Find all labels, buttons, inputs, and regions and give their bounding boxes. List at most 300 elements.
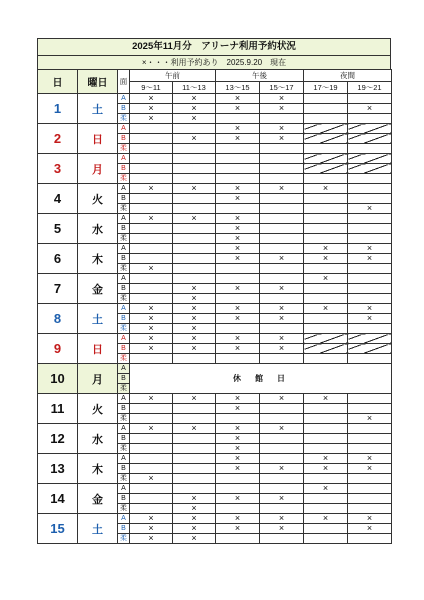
slot-cell — [173, 434, 216, 444]
facility-label: A — [118, 364, 130, 374]
slot-cell — [304, 524, 348, 534]
reserved-mark: × — [260, 334, 304, 344]
slot-cell — [348, 354, 392, 364]
slot-cell — [216, 274, 260, 284]
reserved-mark: × — [216, 214, 260, 224]
slot-cell — [130, 404, 173, 414]
slot-cell — [304, 474, 348, 484]
reserved-mark: × — [216, 94, 260, 104]
reserved-mark: × — [130, 304, 173, 314]
facility-label: B — [118, 524, 130, 534]
table-row — [38, 424, 392, 434]
reserved-mark: × — [173, 344, 216, 354]
day-number: 1 — [38, 94, 78, 124]
day-number: 11 — [38, 394, 78, 424]
reserved-mark: × — [348, 514, 392, 524]
reserved-mark: × — [173, 534, 216, 544]
reserved-mark: × — [216, 224, 260, 234]
facility-label: 柔 — [118, 204, 130, 214]
reserved-mark: × — [216, 494, 260, 504]
dow-header: 曜日 — [78, 70, 118, 94]
slot-cell — [173, 194, 216, 204]
slot-header: 13～15 — [216, 82, 260, 94]
slot-cell — [173, 464, 216, 474]
day-number: 5 — [38, 214, 78, 244]
facility-label: A — [118, 514, 130, 524]
reserved-mark: × — [173, 284, 216, 294]
facility-label: B — [118, 464, 130, 474]
reserved-mark: × — [130, 514, 173, 524]
slot-cell — [260, 274, 304, 284]
reserved-mark: × — [304, 274, 348, 284]
facility-label: A — [118, 214, 130, 224]
facility-label: A — [118, 94, 130, 104]
reserved-mark: × — [130, 324, 173, 334]
reserved-mark: × — [216, 404, 260, 414]
reserved-mark: × — [348, 524, 392, 534]
reserved-mark: × — [216, 514, 260, 524]
reserved-mark: × — [130, 184, 173, 194]
slot-cell — [304, 214, 348, 224]
slot-cell — [304, 444, 348, 454]
reserved-mark: × — [260, 314, 304, 324]
slot-cell — [348, 534, 392, 544]
slot-cell — [130, 134, 173, 144]
slot-cell — [260, 144, 304, 154]
slot-header: 17～19 — [304, 82, 348, 94]
reserved-mark: × — [173, 394, 216, 404]
reserved-mark: × — [304, 454, 348, 464]
day-of-week: 土 — [78, 514, 118, 544]
day-of-week: 日 — [78, 334, 118, 364]
reserved-mark: × — [304, 244, 348, 254]
day-number: 3 — [38, 154, 78, 184]
table-row — [38, 364, 392, 374]
facility-header: 面 — [118, 70, 130, 94]
day-of-week: 水 — [78, 424, 118, 454]
slot-cell — [173, 404, 216, 414]
slot-cell — [216, 114, 260, 124]
table-row — [38, 304, 392, 314]
reserved-mark: × — [130, 524, 173, 534]
table-row — [38, 214, 392, 224]
facility-label: B — [118, 224, 130, 234]
reserved-mark: × — [130, 104, 173, 114]
reserved-mark: × — [216, 244, 260, 254]
day-of-week: 木 — [78, 244, 118, 274]
slot-cell — [304, 284, 348, 294]
day-number: 4 — [38, 184, 78, 214]
day-of-week: 金 — [78, 274, 118, 304]
slot-cell — [216, 204, 260, 214]
slot-cell — [348, 284, 392, 294]
slot-cell — [130, 204, 173, 214]
slot-cell — [348, 234, 392, 244]
day-of-week: 月 — [78, 154, 118, 184]
facility-label: A — [118, 484, 130, 494]
facility-label: 柔 — [118, 504, 130, 514]
slot-cell — [304, 534, 348, 544]
slot-cell — [260, 214, 304, 224]
slot-cell — [260, 204, 304, 214]
day-number: 9 — [38, 334, 78, 364]
facility-label: 柔 — [118, 444, 130, 454]
reserved-mark: × — [304, 514, 348, 524]
slot-cell — [130, 414, 173, 424]
facility-label: A — [118, 274, 130, 284]
slot-cell — [304, 124, 348, 134]
facility-label: 柔 — [118, 294, 130, 304]
slot-cell — [304, 324, 348, 334]
slot-cell — [173, 174, 216, 184]
slot-cell — [348, 294, 392, 304]
slot-cell — [348, 94, 392, 104]
day-header: 日 — [38, 70, 78, 94]
slot-cell — [304, 334, 348, 344]
reserved-mark: × — [173, 524, 216, 534]
reserved-mark: × — [304, 254, 348, 264]
facility-label: A — [118, 184, 130, 194]
reserved-mark: × — [260, 524, 304, 534]
reserved-mark: × — [216, 194, 260, 204]
slot-cell — [304, 314, 348, 324]
slot-cell — [173, 354, 216, 364]
facility-label: 柔 — [118, 474, 130, 484]
slot-cell — [216, 474, 260, 484]
slot-cell — [173, 144, 216, 154]
slot-cell — [216, 154, 260, 164]
facility-label: 柔 — [118, 144, 130, 154]
slot-cell — [173, 484, 216, 494]
slot-cell — [173, 264, 216, 274]
slot-cell — [130, 504, 173, 514]
facility-label: 柔 — [118, 414, 130, 424]
slot-cell — [216, 174, 260, 184]
facility-label: A — [118, 424, 130, 434]
reserved-mark: × — [304, 184, 348, 194]
reserved-mark: × — [216, 284, 260, 294]
slot-cell — [260, 474, 304, 484]
slot-cell — [304, 194, 348, 204]
reserved-mark: × — [348, 204, 392, 214]
day-number: 7 — [38, 274, 78, 304]
slot-cell — [216, 414, 260, 424]
reserved-mark: × — [216, 434, 260, 444]
slot-cell — [348, 504, 392, 514]
slot-cell — [260, 114, 304, 124]
reserved-mark: × — [130, 114, 173, 124]
reserved-mark: × — [130, 394, 173, 404]
slot-cell — [348, 164, 392, 174]
reserved-mark: × — [216, 124, 260, 134]
period-header-row — [38, 70, 392, 82]
day-number: 12 — [38, 424, 78, 454]
slot-cell — [348, 404, 392, 414]
day-of-week: 日 — [78, 124, 118, 154]
facility-label: B — [118, 284, 130, 294]
table-row — [38, 154, 392, 164]
slot-cell — [173, 454, 216, 464]
reserved-mark: × — [348, 104, 392, 114]
slot-cell — [173, 234, 216, 244]
slot-cell — [130, 154, 173, 164]
reserved-mark: × — [348, 304, 392, 314]
reserved-mark: × — [130, 214, 173, 224]
slot-cell — [260, 264, 304, 274]
slot-cell — [260, 534, 304, 544]
slot-cell — [348, 424, 392, 434]
day-of-week: 土 — [78, 94, 118, 124]
slot-cell — [304, 404, 348, 414]
reserved-mark: × — [173, 514, 216, 524]
facility-label: B — [118, 404, 130, 414]
slot-cell — [173, 224, 216, 234]
reserved-mark: × — [216, 424, 260, 434]
reserved-mark: × — [260, 104, 304, 114]
reserved-mark: × — [348, 454, 392, 464]
day-of-week: 火 — [78, 184, 118, 214]
slot-cell — [304, 424, 348, 434]
slot-cell — [304, 234, 348, 244]
reserved-mark: × — [260, 184, 304, 194]
reserved-mark: × — [173, 114, 216, 124]
slot-cell — [216, 164, 260, 174]
reserved-mark: × — [260, 304, 304, 314]
reserved-mark: × — [130, 314, 173, 324]
reserved-mark: × — [260, 344, 304, 354]
slot-cell — [173, 204, 216, 214]
reserved-mark: × — [216, 344, 260, 354]
reserved-mark: × — [216, 314, 260, 324]
slot-cell — [173, 444, 216, 454]
day-number: 6 — [38, 244, 78, 274]
slot-cell — [173, 414, 216, 424]
facility-label: 柔 — [118, 534, 130, 544]
facility-label: A — [118, 394, 130, 404]
reserved-mark: × — [260, 124, 304, 134]
reserved-mark: × — [216, 134, 260, 144]
slot-cell — [216, 144, 260, 154]
reserved-mark: × — [348, 314, 392, 324]
closed-day-label: 休 館 日 — [130, 364, 392, 394]
slot-cell — [348, 334, 392, 344]
slot-cell — [348, 264, 392, 274]
day-of-week: 金 — [78, 484, 118, 514]
reserved-mark: × — [260, 394, 304, 404]
slot-cell — [304, 344, 348, 354]
slot-cell — [304, 94, 348, 104]
day-number: 8 — [38, 304, 78, 334]
reserved-mark: × — [130, 344, 173, 354]
table-row — [38, 184, 392, 194]
facility-label: 柔 — [118, 384, 130, 394]
slot-header: 11～13 — [173, 82, 216, 94]
slot-cell — [130, 254, 173, 264]
reserved-mark: × — [216, 464, 260, 474]
reserved-mark: × — [173, 94, 216, 104]
table-row — [38, 394, 392, 404]
slot-cell — [348, 124, 392, 134]
slot-cell — [304, 294, 348, 304]
day-of-week: 月 — [78, 364, 118, 394]
reserved-mark: × — [216, 394, 260, 404]
reserved-mark: × — [260, 134, 304, 144]
reserved-mark: × — [173, 294, 216, 304]
reserved-mark: × — [173, 134, 216, 144]
slot-cell — [216, 294, 260, 304]
slot-cell — [348, 494, 392, 504]
slot-cell — [130, 284, 173, 294]
slot-cell — [348, 444, 392, 454]
slot-cell — [216, 504, 260, 514]
reserved-mark: × — [216, 254, 260, 264]
reserved-mark: × — [173, 504, 216, 514]
reserved-mark: × — [260, 94, 304, 104]
slot-cell — [304, 164, 348, 174]
slot-cell — [260, 484, 304, 494]
slot-cell — [173, 164, 216, 174]
reserved-mark: × — [173, 334, 216, 344]
slot-cell — [260, 354, 304, 364]
facility-label: A — [118, 244, 130, 254]
slot-cell — [260, 444, 304, 454]
slot-cell — [130, 164, 173, 174]
reserved-mark: × — [130, 94, 173, 104]
slot-cell — [304, 494, 348, 504]
reserved-mark: × — [216, 524, 260, 534]
slot-cell — [260, 224, 304, 234]
slot-cell — [304, 114, 348, 124]
reserved-mark: × — [260, 254, 304, 264]
slot-cell — [260, 404, 304, 414]
facility-label: B — [118, 434, 130, 444]
reserved-mark: × — [216, 184, 260, 194]
slot-cell — [304, 504, 348, 514]
slot-cell — [348, 174, 392, 184]
facility-label: B — [118, 344, 130, 354]
slot-cell — [260, 414, 304, 424]
table-row — [38, 514, 392, 524]
facility-label: 柔 — [118, 324, 130, 334]
reservation-body — [38, 94, 392, 544]
night-header: 夜間 — [304, 70, 392, 82]
reserved-mark: × — [260, 494, 304, 504]
slot-cell — [130, 494, 173, 504]
slot-cell — [348, 344, 392, 354]
reserved-mark: × — [304, 394, 348, 404]
facility-label: A — [118, 124, 130, 134]
slot-cell — [260, 164, 304, 174]
slot-cell — [260, 154, 304, 164]
slot-cell — [260, 504, 304, 514]
facility-label: 柔 — [118, 234, 130, 244]
reservation-table — [37, 69, 392, 544]
slot-cell — [348, 144, 392, 154]
slot-cell — [216, 534, 260, 544]
reserved-mark: × — [130, 424, 173, 434]
slot-cell — [173, 274, 216, 284]
slot-cell — [260, 174, 304, 184]
reserved-mark: × — [348, 464, 392, 474]
facility-label: B — [118, 254, 130, 264]
slot-cell — [130, 454, 173, 464]
table-row — [38, 484, 392, 494]
day-of-week: 火 — [78, 394, 118, 424]
facility-label: B — [118, 194, 130, 204]
slot-cell — [304, 174, 348, 184]
reserved-mark: × — [216, 234, 260, 244]
facility-label: B — [118, 164, 130, 174]
slot-cell — [348, 434, 392, 444]
slot-cell — [130, 434, 173, 444]
table-row — [38, 454, 392, 464]
slot-cell — [130, 224, 173, 234]
slot-cell — [304, 434, 348, 444]
facility-label: A — [118, 154, 130, 164]
slot-cell — [260, 324, 304, 334]
table-row — [38, 124, 392, 134]
slot-cell — [130, 234, 173, 244]
slot-cell — [304, 264, 348, 274]
day-of-week: 水 — [78, 214, 118, 244]
title-block — [37, 38, 391, 69]
table-row — [38, 94, 392, 104]
slot-cell — [348, 194, 392, 204]
slot-cell — [348, 274, 392, 284]
slot-cell — [304, 104, 348, 114]
reserved-mark: × — [348, 254, 392, 264]
slot-cell — [130, 194, 173, 204]
reserved-mark: × — [260, 464, 304, 474]
day-number: 14 — [38, 484, 78, 514]
slot-cell — [304, 154, 348, 164]
slot-header: 15～17 — [260, 82, 304, 94]
slot-cell — [348, 324, 392, 334]
day-number: 2 — [38, 124, 78, 154]
afternoon-header: 午後 — [216, 70, 304, 82]
reserved-mark: × — [130, 534, 173, 544]
slot-cell — [130, 354, 173, 364]
slot-header: 9～11 — [130, 82, 173, 94]
slot-cell — [130, 484, 173, 494]
facility-label: B — [118, 134, 130, 144]
slot-cell — [304, 144, 348, 154]
facility-label: 柔 — [118, 264, 130, 274]
slot-cell — [130, 144, 173, 154]
reserved-mark: × — [304, 464, 348, 474]
slot-cell — [173, 474, 216, 484]
reserved-mark: × — [304, 484, 348, 494]
slot-header: 19～21 — [348, 82, 392, 94]
table-row — [38, 334, 392, 344]
facility-label: A — [118, 454, 130, 464]
day-of-week: 木 — [78, 454, 118, 484]
reserved-mark: × — [173, 104, 216, 114]
reserved-mark: × — [260, 424, 304, 434]
slot-cell — [130, 174, 173, 184]
slot-cell — [216, 264, 260, 274]
facility-label: 柔 — [118, 354, 130, 364]
slot-cell — [130, 274, 173, 284]
facility-label: B — [118, 374, 130, 384]
reserved-mark: × — [130, 334, 173, 344]
reserved-mark: × — [173, 494, 216, 504]
slot-cell — [173, 244, 216, 254]
slot-cell — [304, 414, 348, 424]
day-of-week: 土 — [78, 304, 118, 334]
slot-cell — [304, 224, 348, 234]
page-subtitle: ×・・・利用予約あり 2025.9.20 現在 — [141, 58, 287, 67]
